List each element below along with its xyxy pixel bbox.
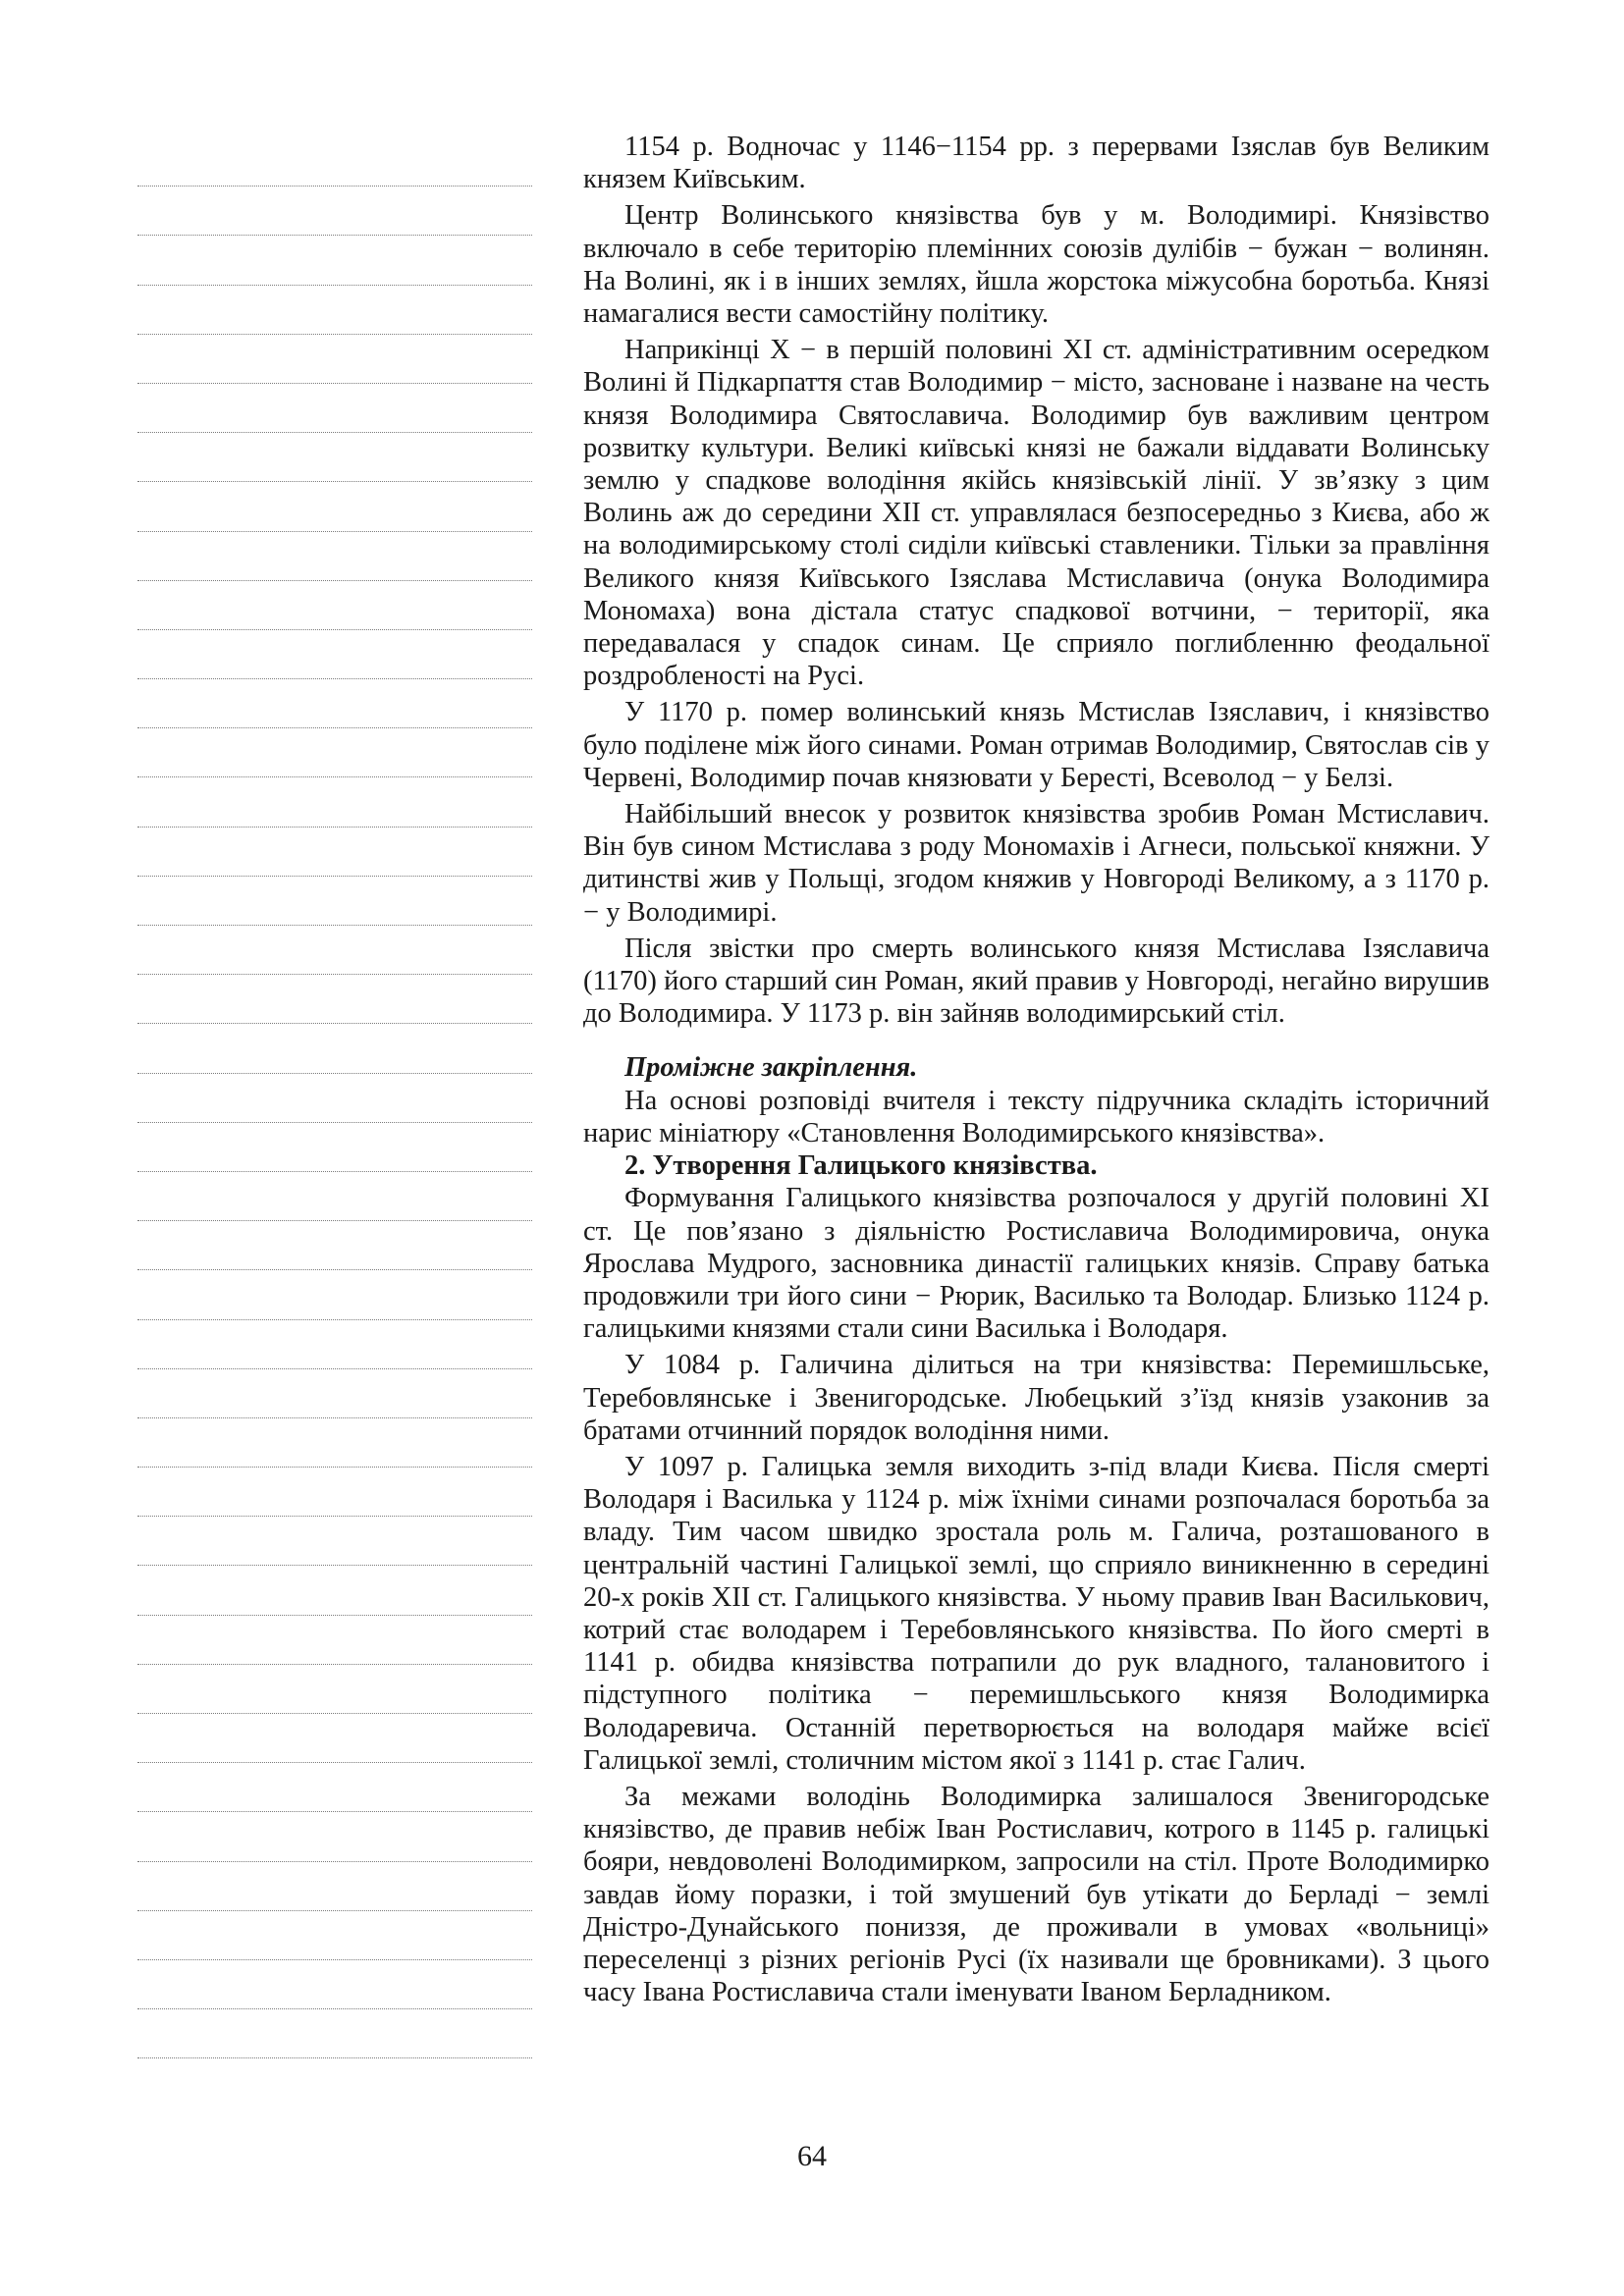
paragraph-3: Наприкінці X − в першій половині XI ст. адміністративним осередком Волині й Підкарпаття став Володимир − місто, засноване і назване на честь князя Володимира Святославича. Володимир був важливим центром розвитку культури. Великі київські князі не бажали віддавати Волинську землю у спадкове володіння якійсь князівській лінії. У зв’язку з цим Волинь аж до середини XII ст. управлялася безпосередньо з Києва, або ж на володимирському столі сиділи київські ставленики. Тільки за правління Великого князя Київського Ізяслава Мстиславича (онука Володимира Мономаха) вона дістала статус спадкової вотчини, − території, яка передавалася у спадок синам. Це сприяло поглибленню феодальної роздробленості на Русі. — [583, 335, 1489, 692]
note-line — [137, 777, 532, 827]
note-line — [137, 1418, 532, 1468]
paragraph-8: У 1084 р. Галичина ділиться на три князівства: Перемишльське, Теребовлянське і Звенигородське. Любецький з’їзд князів узаконив за братами отчинний порядок володіння ними. — [583, 1350, 1489, 1446]
note-line — [137, 1812, 532, 1861]
note-line — [137, 1763, 532, 1812]
page-number: 64 — [797, 2140, 827, 2172]
note-line — [137, 433, 532, 482]
note-line — [137, 630, 532, 679]
note-line — [137, 1320, 532, 1369]
note-line — [137, 728, 532, 777]
paragraph-6: Після звістки про смерть волинського князя Мстислава Ізяславича (1170) його старший син Роман, який правив у Новгороді, негайно вирушив до Володимира. У 1173 р. він зайняв володимирський стіл. — [583, 933, 1489, 1030]
note-line — [137, 581, 532, 630]
note-line — [137, 828, 532, 877]
paragraph-10: За межами володінь Володимирка залишалося Звенигородське князівство, де правив небіж Іван Ростиславич, котрого в 1145 р. галицькі бояри, невдоволені Володимирком, запросили на стіл. Проте Володимирко завдав йому поразки, і той змушений був утікати до Берладі − землі Дністро-Дунайського пониззя, де проживали в умовах «вольниці» переселенці з різних регіонів Русі (їх називали ще бровниками). З цього часу Івана Ростиславича стали іменувати Іваном Берладником. — [583, 1781, 1489, 2008]
note-line — [137, 1221, 532, 1270]
note-line — [137, 1074, 532, 1123]
note-line — [137, 335, 532, 384]
paragraph-1: 1154 р. Водночас у 1146−1154 рр. з перервами Ізяслав був Великим князем Київським. — [583, 132, 1489, 195]
interim-heading: Проміжне закріплення. — [624, 1052, 918, 1084]
note-line — [137, 1862, 532, 1911]
note-line — [137, 1123, 532, 1172]
note-line — [137, 1566, 532, 1615]
note-line — [137, 1616, 532, 1665]
note-line — [137, 975, 532, 1024]
section-heading: 2. Утворення Галицького князівства. — [624, 1150, 1098, 1182]
note-line — [137, 877, 532, 926]
paragraph-5: Найбільший внесок у розвиток князівства зробив Роман Мстиславич. Він був сином Мстислава з роду Мономахів і Агнеси, польської княжни. У дитинстві жив у Польщі, згодом княжив у Новгороді Великому, а з 1170 р. − у Володимирі. — [583, 799, 1489, 928]
note-lines — [137, 137, 532, 2058]
note-line — [137, 286, 532, 335]
note-line — [137, 236, 532, 285]
paragraph-7: Формування Галицького князівства розпочалося у другій половині XI ст. Це пов’язано з діяльністю Ростиславича Володимировича, онука Ярослава Мудрого, засновника династії галицьких князів. Справу батька продовжили три його сини − Рюрик, Василько та Володар. Близько 1124 р. галицькими князями стали сини Василька і Володаря. — [583, 1183, 1489, 1345]
paragraph-4: У 1170 р. помер волинський князь Мстислав Ізяславич, і князівство було поділене між його синами. Роман отримав Володимир, Святослав сів у Червені, Володимир почав князювати у Бересті, Всеволод − у Белзі. — [583, 697, 1489, 793]
note-line — [137, 532, 532, 581]
main-text — [583, 131, 1489, 2012]
note-line — [137, 1024, 532, 1073]
note-line — [137, 1369, 532, 1418]
note-line — [137, 137, 532, 187]
note-line — [137, 482, 532, 531]
interim-task: На основі розповіді вчителя і тексту підручника складіть історичний нарис мініатюру «Становлення Володимирського князівства». — [583, 1085, 1489, 1148]
note-line — [137, 1172, 532, 1221]
note-line — [137, 2009, 532, 2058]
note-line — [137, 384, 532, 433]
note-line — [137, 1468, 532, 1517]
note-line — [137, 679, 532, 728]
note-line — [137, 187, 532, 236]
paragraph-2: Центр Волинського князівства був у м. Володимирі. Князівство включало в себе територію племінних союзів дулібів − бужан − волинян. На Волині, як і в інших землях, йшла жорстока міжусобна боротьба. Князі намагалися вести самостійну політику. — [583, 200, 1489, 330]
note-line — [137, 1960, 532, 2009]
note-line — [137, 1911, 532, 1960]
note-line — [137, 1665, 532, 1714]
note-line — [137, 1270, 532, 1319]
paragraph-9: У 1097 р. Галицька земля виходить з-під влади Києва. Після смерті Володаря і Василька у 1124 р. між їхніми синами розпочалася боротьба за владу. Тим часом швидко зростала роль м. Галича, розташованого в центральній частині Галицької землі, що сприяло виникненню в середині 20-х років XII ст. Галицького князівства. У ньому правив Іван Василькович, котрий стає володарем і Теребовлянського князівства. По його смерті в 1141 р. обидва князівства потрапили до рук владного, талановитого і підступного політика − перемишльського князя Володимирка Володаревича. Останній перетворюється на володаря майже всієї Галицької землі, столичним містом якої з 1141 р. стає Галич. — [583, 1451, 1489, 1776]
note-line — [137, 1714, 532, 1763]
note-line — [137, 926, 532, 975]
note-line — [137, 1517, 532, 1566]
